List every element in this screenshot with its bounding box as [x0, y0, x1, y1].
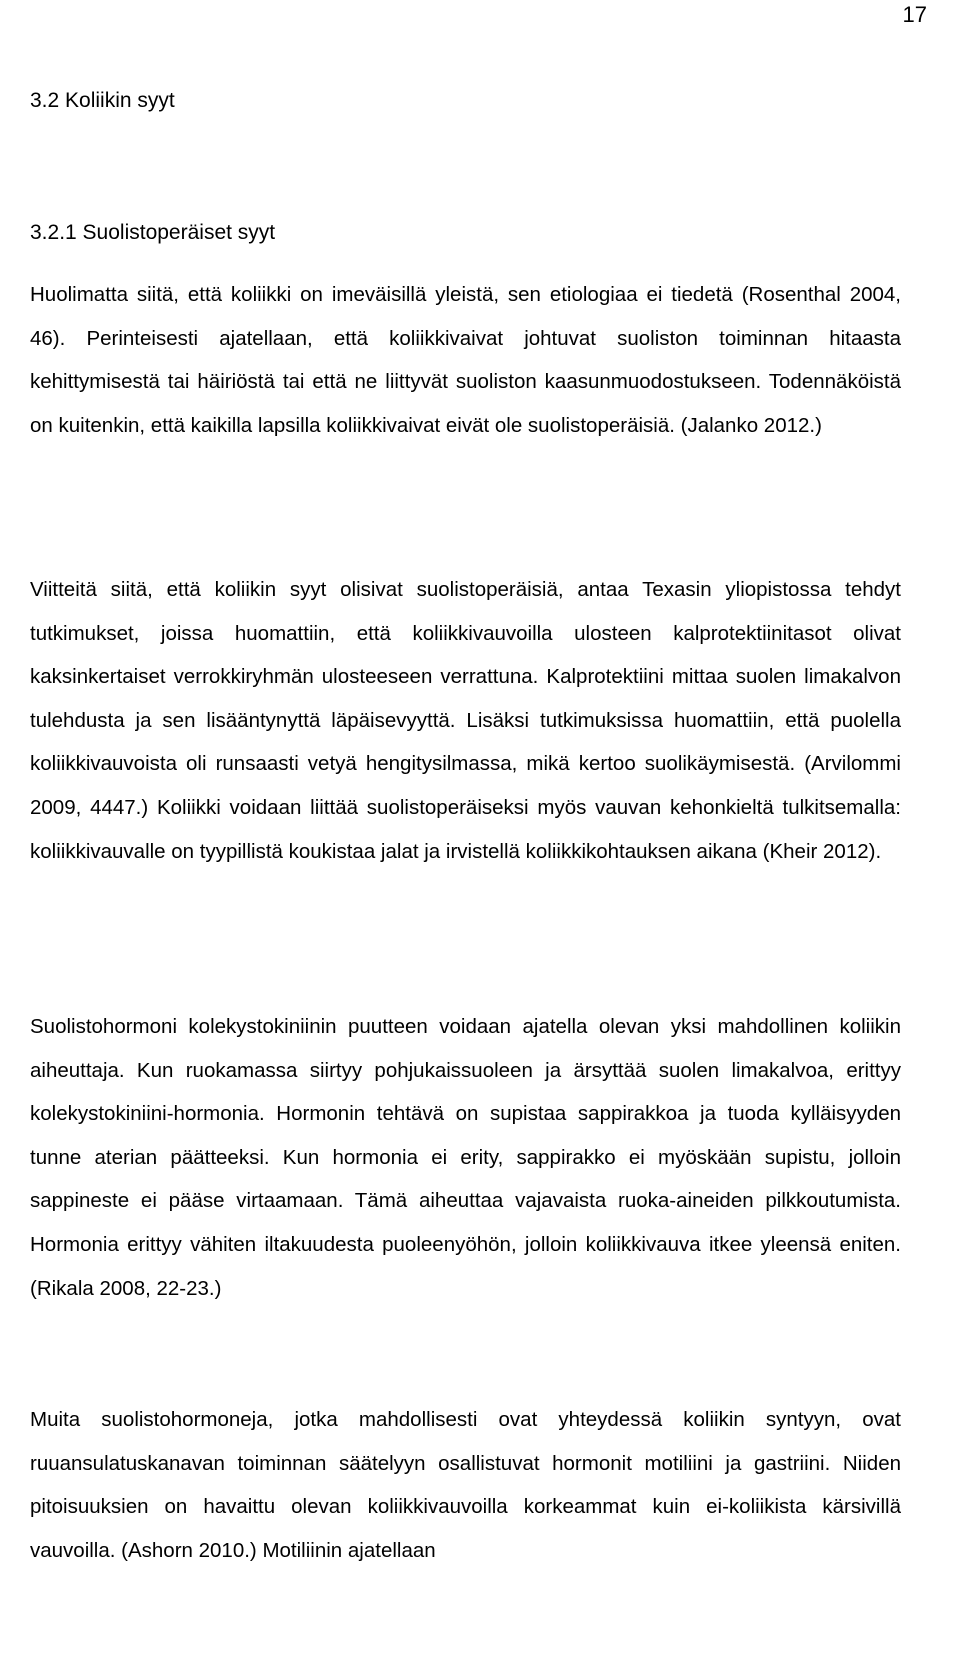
section-heading: 3.2 Koliikin syyt	[30, 89, 175, 112]
page-number: 17	[902, 2, 927, 27]
paragraph-evidence: Viitteitä siitä, että koliikin syyt olisivat suolistoperäisiä, antaa Texasin yliopistossa tehdyt tutkimukset, joissa huomattiin, että koliikkivauvoilla ulosteen kalprotektiinitasot olivat kaksinkertaiset verrokkiryhmän ulosteeseen verrattuna. Kalprotektiini mittaa suolen limakalvon tulehdusta ja sen lisääntynyttä läpäisevyyttä. Lisäksi tutkimuksissa huomattiin, että puolella koliikkivauvoista oli runsaasti vetyä hengitysilmassa, mikä kertoo suolikäymisestä. (Arvilommi 2009, 4447.) Koliikki voidaan liittää suolistoperäiseksi myös vauvan kehonkieltä tulkitsemalla: koliikkivauvalle on tyypillistä koukistaa jalat ja irvistellä koliikkikohtauksen aikana (Kheir 2012).	[30, 578, 901, 863]
subsection-heading: 3.2.1 Suolistoperäiset syyt	[30, 221, 276, 244]
paragraph-etiology: Huolimatta siitä, että koliikki on imeväisillä yleistä, sen etiologiaa ei tiedetä (Rosenthal 2004, 46). Perinteisesti ajatellaan, että koliikkivaivat johtuvat suoliston toiminnan hitaasta kehittymisestä tai häiriöstä tai että ne liittyvät suoliston kaasunmuodostukseen. Todennäköistä on kuitenkin, että kaikilla lapsilla koliikkivaivat eivät ole suolistoperäisiä. (Jalanko 2012.)	[30, 283, 901, 437]
paragraph-other-hormones: Muita suolistohormoneja, jotka mahdollisesti ovat yhteydessä koliikin syntyyn, ovat ruuansulatuskanavan toiminnan säätelyyn osallistuvat hormonit motiliini ja gastriini. Niiden pitoisuuksien on havaittu olevan koliikkivauvoilla korkeammat kuin ei-koliikista kärsivillä vauvoilla. (Ashorn 2010.) Motiliinin ajatellaan	[30, 1408, 901, 1562]
paragraph-cholecystokinin: Suolistohormoni kolekystokiniinin puutteen voidaan ajatella olevan yksi mahdollinen koliikin aiheuttaja. Kun ruokamassa siirtyy pohjukaissuoleen ja ärsyttää suolen limakalvoa, erittyy kolekystokiniini-hormonia. Hormonin tehtävä on supistaa sappirakkoa ja tuoda kylläisyyden tunne aterian päätteeksi. Kun hormonia ei erity, sappirakko ei myöskään supistu, jolloin sappineste ei pääse virtaamaan. Tämä aiheuttaa vajavaista ruoka-aineiden pilkkoutumista. Hormonia erittyy vähiten iltakuudesta puoleenyöhön, jolloin koliikkivauva itkee yleensä eniten. (Rikala 2008, 22-23.)	[30, 1015, 901, 1300]
